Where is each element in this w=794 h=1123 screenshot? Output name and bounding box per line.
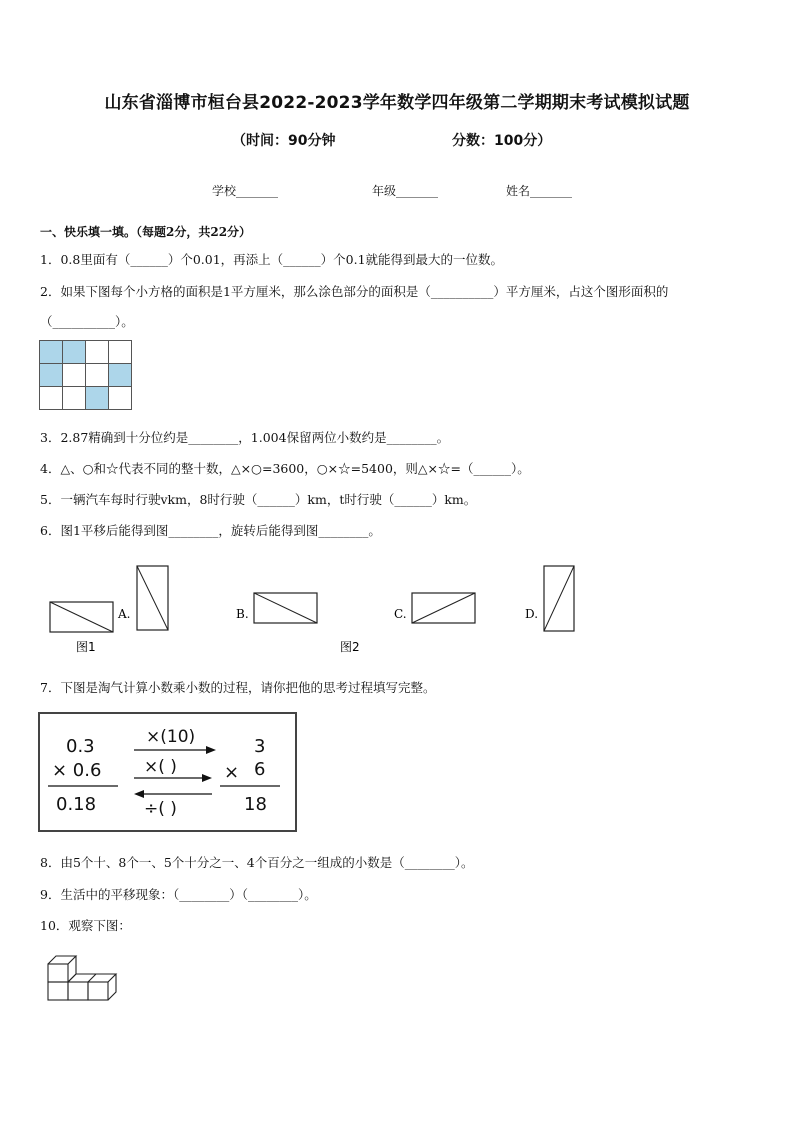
question-10: 10．观察下图： xyxy=(40,918,131,933)
option-a-rect xyxy=(137,566,168,630)
grid-row xyxy=(40,341,132,364)
section-heading: 一、快乐填一填。（每题2分，共22分） xyxy=(40,225,252,239)
b-factor-2: 6 xyxy=(254,759,266,780)
figure-1-label: 图1 xyxy=(76,640,96,654)
op-mid: ×( ) xyxy=(144,757,177,777)
option-b-rect xyxy=(254,593,317,623)
a-factor-2: × 0.6 xyxy=(52,760,102,781)
school-field: 学校_______ xyxy=(212,184,279,198)
grid-cell xyxy=(109,341,132,364)
grid-cell-shaded xyxy=(40,341,63,364)
b-product: 18 xyxy=(244,794,267,815)
grid-row xyxy=(40,364,132,387)
op-bot: ÷( ) xyxy=(144,799,177,819)
grid-cell xyxy=(63,364,86,387)
a-product: 0.18 xyxy=(56,794,97,815)
grid-cell xyxy=(86,364,109,387)
option-b-label: B. xyxy=(236,607,249,621)
question-3: 3．2.87精确到十分位约是________，1.004保留两位小数约是________。 xyxy=(40,430,450,445)
grid-cell-shaded xyxy=(109,364,132,387)
grid-cell-shaded xyxy=(86,387,109,410)
grid-cell-shaded xyxy=(40,364,63,387)
a-factor-1: 0.3 xyxy=(66,736,95,757)
option-d-rect xyxy=(544,566,574,631)
grid-cell xyxy=(109,387,132,410)
b-factor-1: 3 xyxy=(254,736,266,757)
question-2-cont: （__________）。 xyxy=(40,314,134,329)
option-c-rect xyxy=(412,593,475,623)
grid-cell xyxy=(86,341,109,364)
grid-cell xyxy=(40,387,63,410)
grid-cell xyxy=(63,387,86,410)
exam-time: （时间：90分钟 xyxy=(232,133,336,149)
grid-cell-shaded xyxy=(63,341,86,364)
op-top: ×(10) xyxy=(146,727,196,747)
figure-2-label: 图2 xyxy=(340,640,360,654)
question-7: 7．下图是淘气计算小数乘小数的过程，请你把他的思考过程填写完整。 xyxy=(40,680,436,695)
figure-1-rect xyxy=(50,602,113,632)
question-8: 8．由5个十、8个一、5个十分之一、4个百分之一组成的小数是（________）。 xyxy=(40,855,474,870)
question-5: 5．一辆汽车每时行驶vkm，8时行驶（______）km，t时行驶（______）km。 xyxy=(40,492,477,507)
page-title: 山东省淄博市桓台县2022-2023学年数学四年级第二学期期末考试模拟试题 xyxy=(104,93,690,113)
option-a-label: A. xyxy=(118,607,131,621)
b-times: × xyxy=(224,762,240,783)
question-4: 4．△、○和☆代表不同的整十数，△×○=3600，○×☆=5400，则△×☆=（______）。 xyxy=(40,461,530,476)
question-9: 9．生活中的平移现象：（________）（________）。 xyxy=(40,887,317,902)
area-grid xyxy=(39,340,132,410)
grid-row xyxy=(40,387,132,410)
option-c-label: C. xyxy=(394,607,407,621)
question-6: 6．图1平移后能得到图________，旋转后能得到图________。 xyxy=(40,523,381,538)
cube-figure xyxy=(44,950,124,1006)
question-1: 1．0.8里面有（______）个0.01，再添上（______）个0.1就能得到最大的一位数。 xyxy=(40,252,504,267)
grade-field: 年级_______ xyxy=(372,184,439,198)
exam-score: 分数：100分） xyxy=(452,133,552,149)
q7-figure xyxy=(36,710,300,834)
name-field: 姓名_______ xyxy=(506,184,573,198)
q6-figure xyxy=(40,560,600,660)
option-d-label: D. xyxy=(525,607,539,621)
question-2: 2．如果下图每个小方格的面积是1平方厘米，那么涂色部分的面积是（__________）平方厘米，占这个图形面积的 xyxy=(40,284,669,299)
